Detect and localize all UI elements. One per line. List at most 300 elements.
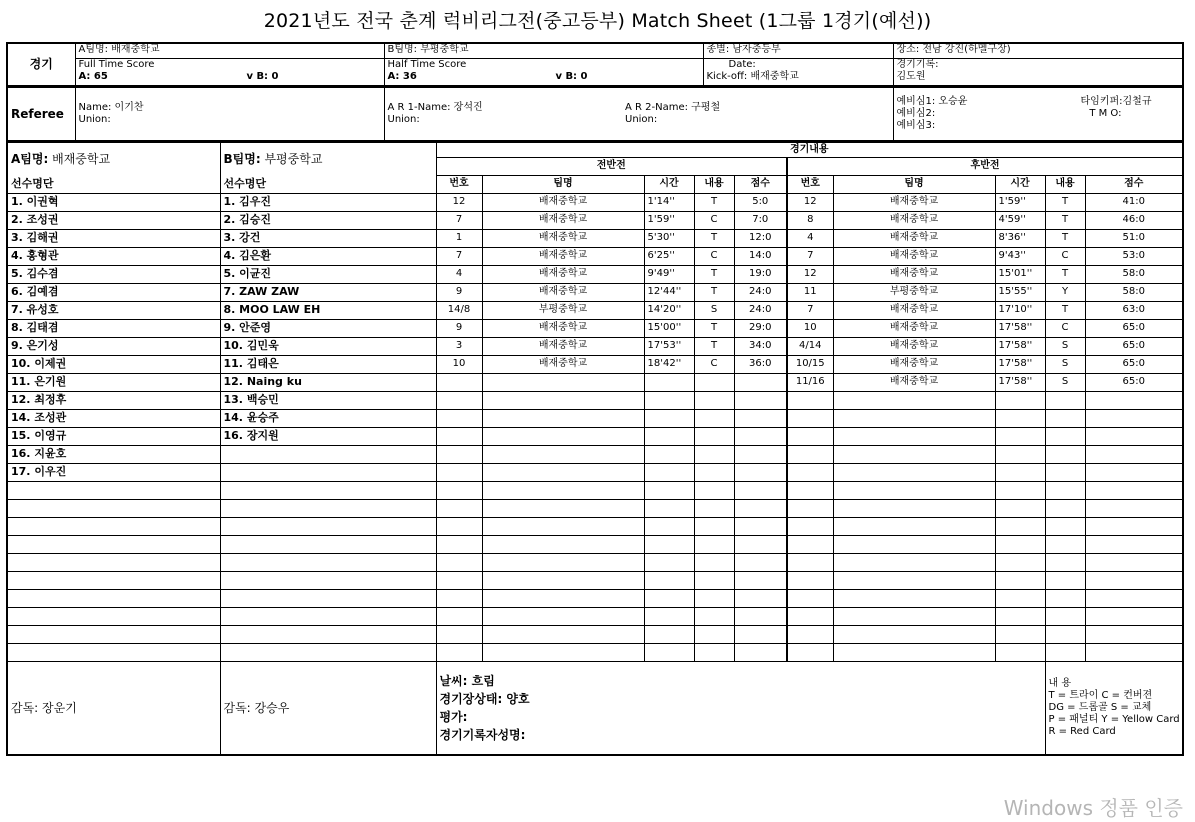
event-cell bbox=[787, 643, 833, 661]
event-cell: 4/14 bbox=[787, 337, 833, 355]
player-b bbox=[220, 625, 436, 643]
event-cell bbox=[1085, 643, 1183, 661]
reserve2: 예비심2: bbox=[896, 107, 936, 119]
ar2-info bbox=[622, 87, 893, 141]
event-cell bbox=[734, 571, 787, 589]
event-cell: 15'00'' bbox=[644, 319, 694, 337]
event-cell bbox=[694, 391, 734, 409]
event-cell bbox=[995, 553, 1045, 571]
event-cell: 24:0 bbox=[734, 283, 787, 301]
second-half-label: 후반전 bbox=[787, 157, 1183, 175]
event-cell bbox=[734, 553, 787, 571]
table-row bbox=[7, 625, 1183, 643]
event-cell bbox=[436, 589, 482, 607]
event-cell: C bbox=[1045, 319, 1085, 337]
event-cell bbox=[1085, 607, 1183, 625]
event-cell bbox=[644, 589, 694, 607]
event-cell bbox=[1085, 625, 1183, 643]
table-row bbox=[7, 337, 1183, 355]
event-cell bbox=[995, 589, 1045, 607]
event-cell bbox=[734, 517, 787, 535]
event-cell bbox=[694, 517, 734, 535]
event-cell bbox=[1085, 463, 1183, 481]
event-cell: 배재중학교 bbox=[833, 355, 995, 373]
event-cell: S bbox=[1045, 373, 1085, 391]
event-cell bbox=[436, 463, 482, 481]
roster-label-b: 선수명단 bbox=[220, 175, 436, 193]
player-b: 8. MOO LAW EH bbox=[220, 301, 436, 319]
event-cell bbox=[787, 589, 833, 607]
event-cell bbox=[833, 499, 995, 517]
event-cell bbox=[995, 481, 1045, 499]
column-header: 번호 bbox=[787, 175, 833, 193]
legend-line-2: DG = 드롭골 S = 교체 bbox=[1048, 701, 1152, 713]
table-row bbox=[7, 247, 1183, 265]
event-cell bbox=[1045, 643, 1085, 661]
full-time-score bbox=[75, 58, 384, 86]
event-cell bbox=[1045, 409, 1085, 427]
table-row bbox=[7, 499, 1183, 517]
table-row bbox=[7, 535, 1183, 553]
column-header: 내용 bbox=[694, 175, 734, 193]
event-cell: T bbox=[1045, 211, 1085, 229]
player-a: 6. 김예겸 bbox=[7, 283, 220, 301]
event-cell: 배재중학교 bbox=[482, 355, 644, 373]
event-cell bbox=[734, 499, 787, 517]
event-cell bbox=[1045, 589, 1085, 607]
event-cell bbox=[694, 409, 734, 427]
referee-table bbox=[6, 87, 1184, 142]
event-cell: 58:0 bbox=[1085, 283, 1183, 301]
event-cell: 4'59'' bbox=[995, 211, 1045, 229]
player-a bbox=[7, 589, 220, 607]
event-cell: 12 bbox=[436, 193, 482, 211]
coach-b: 감독: 강승우 bbox=[220, 661, 436, 755]
event-cell bbox=[1045, 517, 1085, 535]
referee-label: Referee bbox=[7, 87, 75, 141]
event-cell: 9 bbox=[436, 283, 482, 301]
event-cell: S bbox=[1045, 355, 1085, 373]
event-cell bbox=[436, 553, 482, 571]
player-a bbox=[7, 643, 220, 661]
table-row bbox=[7, 589, 1183, 607]
table-row bbox=[7, 481, 1183, 499]
player-a: 4. 홍형관 bbox=[7, 247, 220, 265]
legend-title: 내 용 bbox=[1048, 677, 1071, 689]
event-cell: 부평중학교 bbox=[482, 301, 644, 319]
player-b: 4. 김은환 bbox=[220, 247, 436, 265]
player-b bbox=[220, 607, 436, 625]
event-cell: 51:0 bbox=[1085, 229, 1183, 247]
player-a: 17. 이우진 bbox=[7, 463, 220, 481]
event-cell: 17'58'' bbox=[995, 373, 1045, 391]
event-cell bbox=[787, 553, 833, 571]
event-cell: 58:0 bbox=[1085, 265, 1183, 283]
event-cell bbox=[436, 373, 482, 391]
event-cell bbox=[787, 499, 833, 517]
event-cell: 배재중학교 bbox=[482, 193, 644, 211]
game-content-label: 경기내용 bbox=[436, 142, 1183, 157]
full-time-a: A: 65 bbox=[78, 70, 108, 82]
event-cell: 65:0 bbox=[1085, 337, 1183, 355]
roster-label-a: 선수명단 bbox=[7, 175, 220, 193]
event-cell bbox=[734, 625, 787, 643]
event-cell: 17'58'' bbox=[995, 319, 1045, 337]
event-cell: 7 bbox=[436, 247, 482, 265]
event-cell: T bbox=[694, 319, 734, 337]
player-b bbox=[220, 589, 436, 607]
event-cell: T bbox=[1045, 301, 1085, 319]
event-cell bbox=[482, 625, 644, 643]
event-cell bbox=[787, 607, 833, 625]
column-header: 점수 bbox=[1085, 175, 1183, 193]
legend-line-3: P = 패널티 Y = Yellow Card bbox=[1048, 713, 1180, 725]
event-cell: 53:0 bbox=[1085, 247, 1183, 265]
event-cell bbox=[1085, 589, 1183, 607]
event-cell bbox=[482, 373, 644, 391]
referee-union: Union: bbox=[78, 113, 111, 125]
full-time-label: Full Time Score bbox=[78, 58, 155, 70]
half-time-label: Half Time Score bbox=[387, 58, 467, 70]
event-cell bbox=[995, 571, 1045, 589]
event-cell bbox=[482, 535, 644, 553]
event-cell bbox=[1085, 499, 1183, 517]
legend bbox=[1045, 661, 1183, 755]
table-row bbox=[7, 553, 1183, 571]
event-cell: 18'42'' bbox=[644, 355, 694, 373]
player-b: 7. ZAW ZAW bbox=[220, 283, 436, 301]
division-field: 종별: 남자중등부 bbox=[703, 43, 893, 58]
header-table bbox=[6, 42, 1184, 87]
team-b-name: 부평중학교 bbox=[264, 151, 323, 166]
player-a bbox=[7, 517, 220, 535]
recorder-field bbox=[893, 58, 1183, 86]
page-title: 2021년도 전국 춘계 럭비리그전(중고등부) Match Sheet (1그룹 1경기(예선)) bbox=[263, 10, 932, 32]
event-cell: T bbox=[1045, 265, 1085, 283]
event-cell bbox=[833, 517, 995, 535]
event-cell bbox=[734, 445, 787, 463]
event-cell bbox=[787, 463, 833, 481]
event-cell bbox=[787, 571, 833, 589]
event-cell: 10 bbox=[787, 319, 833, 337]
event-cell bbox=[995, 535, 1045, 553]
event-cell bbox=[482, 481, 644, 499]
player-b bbox=[220, 643, 436, 661]
event-cell: T bbox=[694, 265, 734, 283]
field-condition: 경기장상태: 양호 bbox=[439, 691, 530, 706]
ar1-union: Union: bbox=[387, 113, 420, 125]
event-cell bbox=[833, 571, 995, 589]
event-cell bbox=[482, 445, 644, 463]
event-cell bbox=[482, 553, 644, 571]
event-cell bbox=[482, 571, 644, 589]
event-cell bbox=[1085, 391, 1183, 409]
player-a: 10. 이제권 bbox=[7, 355, 220, 373]
event-cell bbox=[644, 409, 694, 427]
table-row bbox=[7, 571, 1183, 589]
team-b-header bbox=[220, 142, 436, 175]
event-cell bbox=[694, 445, 734, 463]
event-cell: 7 bbox=[787, 247, 833, 265]
player-b bbox=[220, 571, 436, 589]
recorder-label: 경기기록: bbox=[896, 58, 939, 70]
event-cell bbox=[482, 607, 644, 625]
event-cell bbox=[644, 445, 694, 463]
event-cell bbox=[436, 643, 482, 661]
event-cell bbox=[1085, 553, 1183, 571]
event-cell bbox=[1045, 607, 1085, 625]
event-cell: 6'25'' bbox=[644, 247, 694, 265]
event-cell: 배재중학교 bbox=[833, 373, 995, 391]
event-cell bbox=[694, 625, 734, 643]
event-cell: 3 bbox=[436, 337, 482, 355]
event-cell bbox=[644, 571, 694, 589]
event-cell: 17'53'' bbox=[644, 337, 694, 355]
match-notes bbox=[436, 661, 1045, 755]
player-b: 3. 강건 bbox=[220, 229, 436, 247]
event-cell: T bbox=[694, 283, 734, 301]
event-cell: 배재중학교 bbox=[482, 229, 644, 247]
table-row bbox=[7, 193, 1183, 211]
event-cell bbox=[482, 589, 644, 607]
event-cell bbox=[833, 535, 995, 553]
event-cell: S bbox=[1045, 337, 1085, 355]
event-cell bbox=[436, 481, 482, 499]
column-header: 시간 bbox=[644, 175, 694, 193]
event-cell bbox=[787, 409, 833, 427]
event-cell: 배재중학교 bbox=[833, 229, 995, 247]
table-row bbox=[7, 301, 1183, 319]
player-b: 1. 김우진 bbox=[220, 193, 436, 211]
table-row bbox=[7, 463, 1183, 481]
event-cell bbox=[833, 643, 995, 661]
event-cell bbox=[644, 373, 694, 391]
player-b: 5. 이균진 bbox=[220, 265, 436, 283]
event-cell bbox=[1045, 481, 1085, 499]
player-b: 12. Naing ku bbox=[220, 373, 436, 391]
event-cell bbox=[1045, 463, 1085, 481]
event-cell: 34:0 bbox=[734, 337, 787, 355]
table-row bbox=[7, 265, 1183, 283]
player-a: 5. 김수겸 bbox=[7, 265, 220, 283]
event-cell: 배재중학교 bbox=[833, 301, 995, 319]
event-cell: 29:0 bbox=[734, 319, 787, 337]
event-cell bbox=[995, 625, 1045, 643]
event-cell bbox=[644, 463, 694, 481]
kickoff-field: Kick-off: 배재중학교 bbox=[706, 70, 799, 82]
event-cell bbox=[833, 625, 995, 643]
event-cell: Y bbox=[1045, 283, 1085, 301]
event-cell bbox=[644, 391, 694, 409]
event-cell bbox=[995, 607, 1045, 625]
match-sheet bbox=[6, 42, 1182, 756]
ar1-info bbox=[384, 87, 622, 141]
event-cell: 15'01'' bbox=[995, 265, 1045, 283]
event-cell: T bbox=[1045, 193, 1085, 211]
player-b bbox=[220, 499, 436, 517]
event-cell bbox=[995, 391, 1045, 409]
event-cell: 12 bbox=[787, 193, 833, 211]
event-cell bbox=[482, 499, 644, 517]
event-cell: 65:0 bbox=[1085, 319, 1183, 337]
table-row bbox=[7, 391, 1183, 409]
event-cell: 17'58'' bbox=[995, 337, 1045, 355]
half-time-score bbox=[384, 58, 703, 86]
event-cell: 1 bbox=[436, 229, 482, 247]
event-cell bbox=[787, 625, 833, 643]
rating: 평가: bbox=[439, 709, 468, 724]
event-cell bbox=[833, 445, 995, 463]
event-cell bbox=[995, 517, 1045, 535]
player-b bbox=[220, 517, 436, 535]
event-cell: 9 bbox=[436, 319, 482, 337]
event-cell: 배재중학교 bbox=[833, 193, 995, 211]
event-cell bbox=[436, 409, 482, 427]
event-cell: 배재중학교 bbox=[482, 247, 644, 265]
game-label: 경기 bbox=[7, 43, 75, 86]
event-cell bbox=[482, 409, 644, 427]
event-cell bbox=[734, 391, 787, 409]
event-cell: 7 bbox=[436, 211, 482, 229]
event-cell bbox=[995, 463, 1045, 481]
player-a: 11. 은기원 bbox=[7, 373, 220, 391]
event-cell: 19:0 bbox=[734, 265, 787, 283]
event-cell bbox=[787, 481, 833, 499]
event-cell: C bbox=[694, 355, 734, 373]
event-cell: 14'20'' bbox=[644, 301, 694, 319]
event-cell bbox=[1045, 391, 1085, 409]
event-cell bbox=[734, 643, 787, 661]
event-cell bbox=[644, 535, 694, 553]
player-b bbox=[220, 553, 436, 571]
event-cell bbox=[482, 463, 644, 481]
event-cell: 배재중학교 bbox=[833, 337, 995, 355]
event-cell bbox=[644, 427, 694, 445]
event-cell bbox=[436, 499, 482, 517]
event-cell bbox=[1045, 445, 1085, 463]
event-cell bbox=[436, 607, 482, 625]
event-cell: 9'49'' bbox=[644, 265, 694, 283]
event-cell bbox=[833, 409, 995, 427]
event-cell: 14/8 bbox=[436, 301, 482, 319]
column-header: 내용 bbox=[1045, 175, 1085, 193]
event-cell: 배재중학교 bbox=[482, 265, 644, 283]
player-a: 15. 이영규 bbox=[7, 427, 220, 445]
event-cell: 배재중학교 bbox=[833, 211, 995, 229]
event-cell bbox=[734, 589, 787, 607]
event-cell bbox=[694, 607, 734, 625]
event-cell bbox=[734, 535, 787, 553]
event-cell: 배재중학교 bbox=[833, 247, 995, 265]
event-cell bbox=[482, 517, 644, 535]
event-cell: 65:0 bbox=[1085, 373, 1183, 391]
event-cell: T bbox=[1045, 229, 1085, 247]
event-cell bbox=[694, 463, 734, 481]
event-cell: 5:0 bbox=[734, 193, 787, 211]
event-cell bbox=[644, 625, 694, 643]
event-cell bbox=[1045, 553, 1085, 571]
tmo: T M O: bbox=[1089, 107, 1122, 119]
event-cell: T bbox=[694, 337, 734, 355]
event-cell bbox=[694, 481, 734, 499]
event-cell bbox=[833, 463, 995, 481]
event-cell bbox=[734, 607, 787, 625]
event-cell: 배재중학교 bbox=[482, 211, 644, 229]
team-a-label: A팀명: bbox=[11, 151, 49, 166]
player-b: 14. 윤승주 bbox=[220, 409, 436, 427]
event-cell bbox=[694, 571, 734, 589]
player-b: 13. 백승민 bbox=[220, 391, 436, 409]
referee-info bbox=[75, 87, 384, 141]
event-cell: 배재중학교 bbox=[482, 319, 644, 337]
event-cell bbox=[734, 481, 787, 499]
event-cell bbox=[787, 445, 833, 463]
event-cell: 12'44'' bbox=[644, 283, 694, 301]
event-cell bbox=[995, 445, 1045, 463]
event-cell bbox=[436, 571, 482, 589]
first-half-label: 전반전 bbox=[436, 157, 787, 175]
event-cell: 배재중학교 bbox=[482, 337, 644, 355]
event-cell: 10 bbox=[436, 355, 482, 373]
half-time-a: A: 36 bbox=[387, 70, 417, 82]
event-cell bbox=[694, 643, 734, 661]
event-cell bbox=[436, 391, 482, 409]
recorder-name: 김도원 bbox=[896, 70, 926, 82]
event-cell bbox=[644, 553, 694, 571]
event-cell bbox=[1085, 409, 1183, 427]
event-cell bbox=[1085, 481, 1183, 499]
event-cell bbox=[1045, 625, 1085, 643]
weather: 날씨: 흐림 bbox=[439, 673, 495, 688]
event-cell bbox=[694, 535, 734, 553]
event-cell bbox=[734, 409, 787, 427]
event-cell: 1'59'' bbox=[995, 193, 1045, 211]
event-cell bbox=[995, 643, 1045, 661]
table-row bbox=[7, 229, 1183, 247]
team-b-label: B팀명: bbox=[223, 151, 261, 166]
event-cell: 부평중학교 bbox=[833, 283, 995, 301]
table-row bbox=[7, 211, 1183, 229]
event-cell bbox=[436, 445, 482, 463]
event-cell bbox=[436, 517, 482, 535]
event-cell: 15'55'' bbox=[995, 283, 1045, 301]
event-cell: C bbox=[694, 211, 734, 229]
player-a: 7. 유성호 bbox=[7, 301, 220, 319]
windows-activation-watermark: Windows 정품 인증 bbox=[1003, 796, 1183, 820]
date-field: Date: bbox=[728, 58, 756, 70]
table-row bbox=[7, 283, 1183, 301]
player-b bbox=[220, 463, 436, 481]
event-cell bbox=[734, 373, 787, 391]
event-cell bbox=[995, 499, 1045, 517]
event-cell bbox=[1085, 517, 1183, 535]
event-cell: 63:0 bbox=[1085, 301, 1183, 319]
event-cell bbox=[787, 535, 833, 553]
event-cell: 12 bbox=[787, 265, 833, 283]
player-b bbox=[220, 445, 436, 463]
event-cell bbox=[436, 535, 482, 553]
event-cell bbox=[734, 427, 787, 445]
team-b-field: B팀명: 부평중학교 bbox=[384, 43, 703, 58]
event-cell bbox=[482, 643, 644, 661]
ar1-name: A R 1-Name: 장석진 bbox=[387, 101, 483, 113]
event-cell bbox=[482, 391, 644, 409]
reserve1: 예비심1: 오승윤 bbox=[896, 95, 968, 107]
event-cell bbox=[1085, 427, 1183, 445]
event-cell: 8'36'' bbox=[995, 229, 1045, 247]
event-cell bbox=[833, 553, 995, 571]
event-cell bbox=[833, 481, 995, 499]
